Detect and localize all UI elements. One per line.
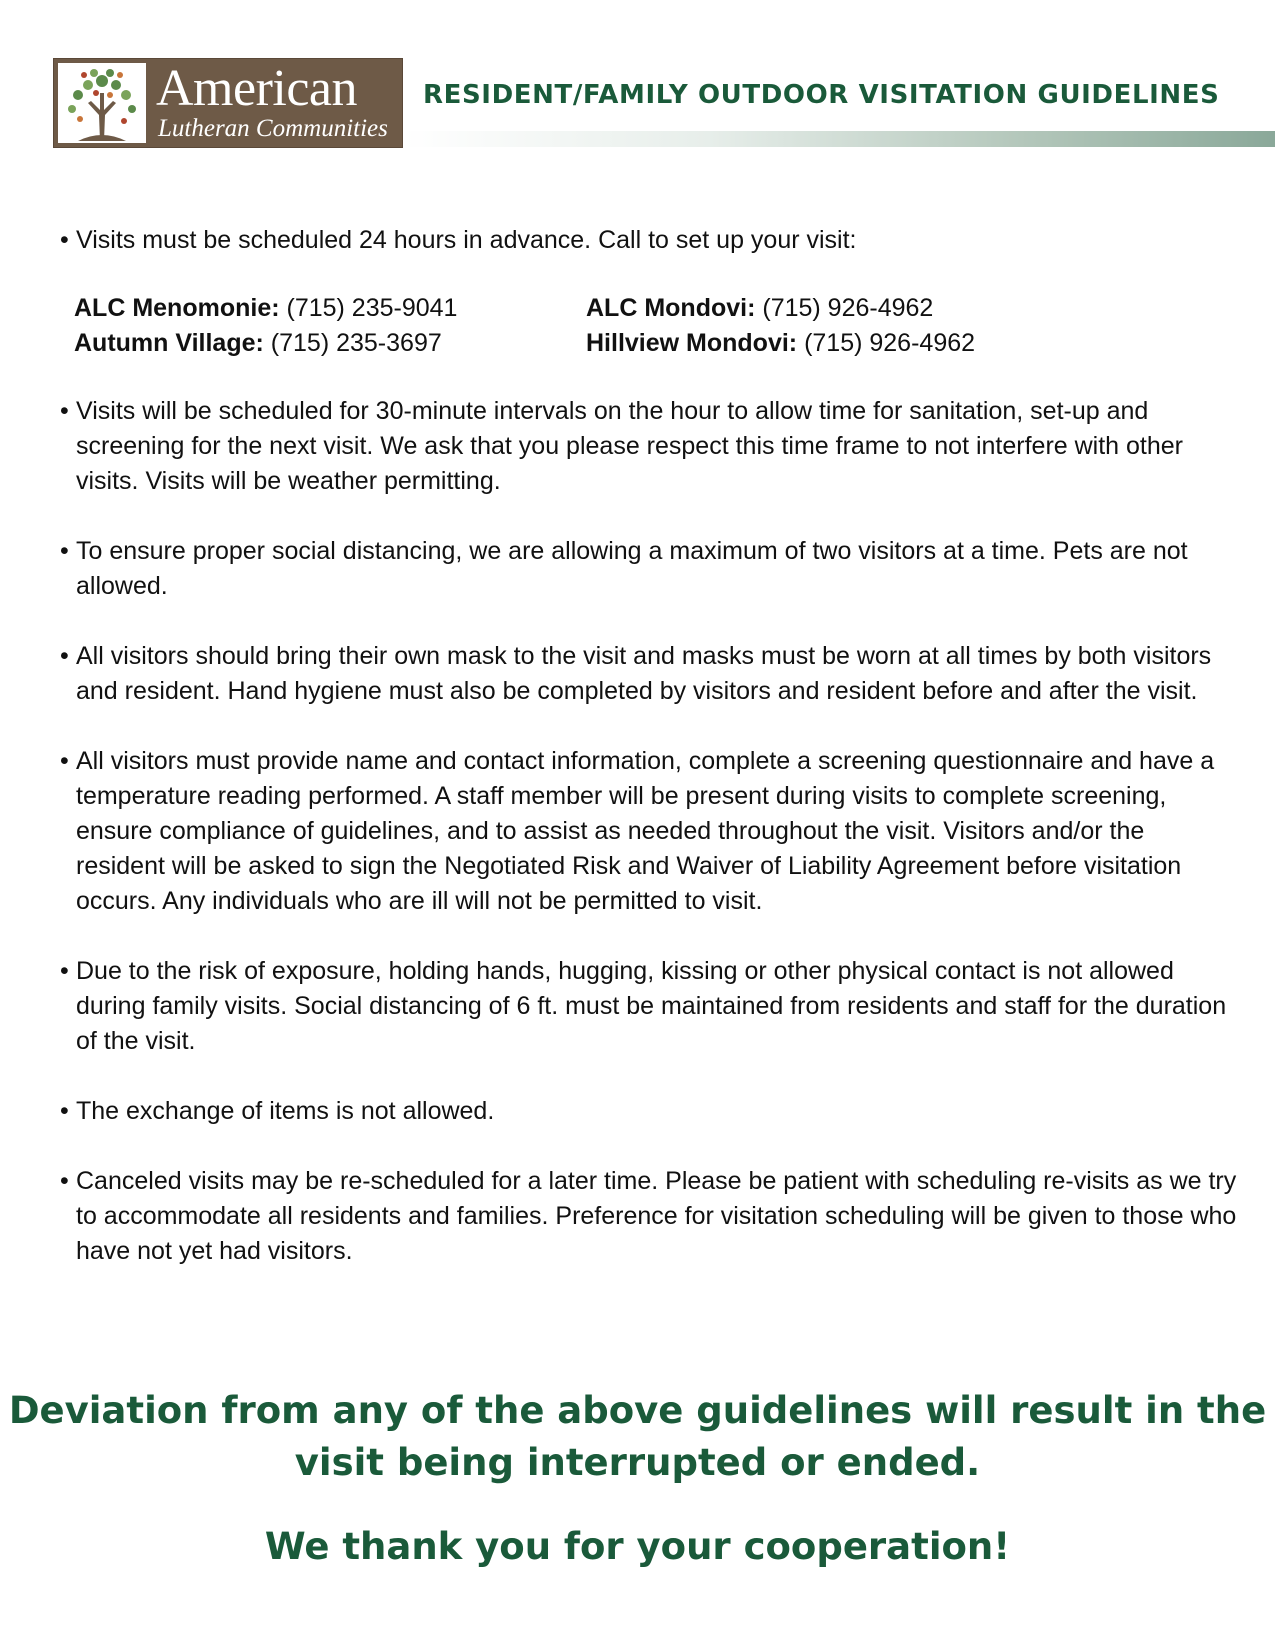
logo [53, 58, 403, 148]
phone-location: Autumn Village: [74, 329, 264, 357]
guideline-text: To ensure proper social distancing, we are allowing a maximum of two visitors at a time. Pets are not allowed. [76, 537, 1188, 600]
bullet: • [60, 226, 69, 254]
phone-location: ALC Menomonie: [74, 294, 280, 322]
bullet: • [60, 642, 69, 670]
guideline-item [58, 954, 1238, 1059]
phone-location: Hillview Mondovi: [586, 329, 798, 357]
phone-entry [586, 326, 1146, 361]
intro-text: Visits must be scheduled 24 hours in advance. Call to set up your visit: [76, 226, 857, 254]
guideline-item [58, 1164, 1238, 1269]
guideline-text: The exchange of items is not allowed. [76, 1097, 495, 1125]
guideline-text: Visits will be scheduled for 30-minute intervals on the hour to allow time for sanitation, set-up and screening for the next visit. We ask that you please respect this time frame to not interfere with other visits. Visits will be weather permitting. [76, 397, 1184, 495]
phone-entry [586, 291, 1146, 326]
phone-number: (715) 235-3697 [263, 329, 442, 357]
guideline-text: All visitors must provide name and contact information, complete a screening questionnaire and have a temperature reading performed. A staff member will be present during visits to complete screening, ensure compliance of guidelines, and to assist as needed throughout the visit. Visitors and/or the resident will be asked to sign the Negotiated Risk and Waiver of Liability Agreement before visitation occurs. Any individuals who are ill will not be permitted to visit. [76, 747, 1215, 915]
guidelines-content [58, 223, 1238, 1304]
guideline-item [58, 534, 1238, 604]
phone-number: (715) 926-4962 [797, 329, 976, 357]
bullet: • [60, 957, 69, 985]
bullet: • [60, 537, 69, 565]
intro-paragraph [58, 223, 1238, 258]
bullet: • [60, 1097, 69, 1125]
phone-list [74, 291, 1238, 361]
guideline-item [58, 639, 1238, 709]
bullet: • [60, 1167, 69, 1195]
phone-number: (715) 926-4962 [755, 294, 934, 322]
tree-logo-icon [58, 63, 146, 143]
header-gradient-bar [403, 131, 1275, 147]
guideline-text: Canceled visits may be re-scheduled for a later time. Please be patient with scheduling re-visits as we try to accommodate all residents and families. Preference for visitation scheduling will be given to those who have not yet had visitors. [76, 1167, 1237, 1265]
guideline-text: Due to the risk of exposure, holding hands, hugging, kissing or other physical contact is not allowed during family visits. Social distancing of 6 ft. must be maintained from residents and staff for the duration of the visit. [76, 957, 1227, 1055]
closing-thanks: We thank you for your cooperation! [264, 1525, 1011, 1568]
phone-number: (715) 235-9041 [279, 294, 458, 322]
phone-location: ALC Mondovi: [586, 294, 756, 322]
logo-name-main: American [156, 60, 358, 117]
bullet: • [60, 747, 69, 775]
page-header [0, 0, 1275, 160]
phone-entry [74, 326, 586, 361]
guideline-text: All visitors should bring their own mask to the visit and masks must be worn at all times by both visitors and resident. Hand hygiene must also be completed by visitors and resident before and after the visit. [76, 642, 1212, 705]
closing-warning: Deviation from any of the above guidelines will result in the visit being interrupted or ended. [8, 1389, 1267, 1484]
phone-entry [74, 291, 586, 326]
guideline-item [58, 394, 1238, 499]
bullet: • [60, 397, 69, 425]
guideline-item [58, 744, 1238, 919]
guideline-item [58, 1094, 1238, 1129]
page-title: RESIDENT/FAMILY OUTDOOR VISITATION GUIDELINES [423, 80, 1220, 110]
logo-name-sub: Lutheran Communities [158, 115, 388, 142]
